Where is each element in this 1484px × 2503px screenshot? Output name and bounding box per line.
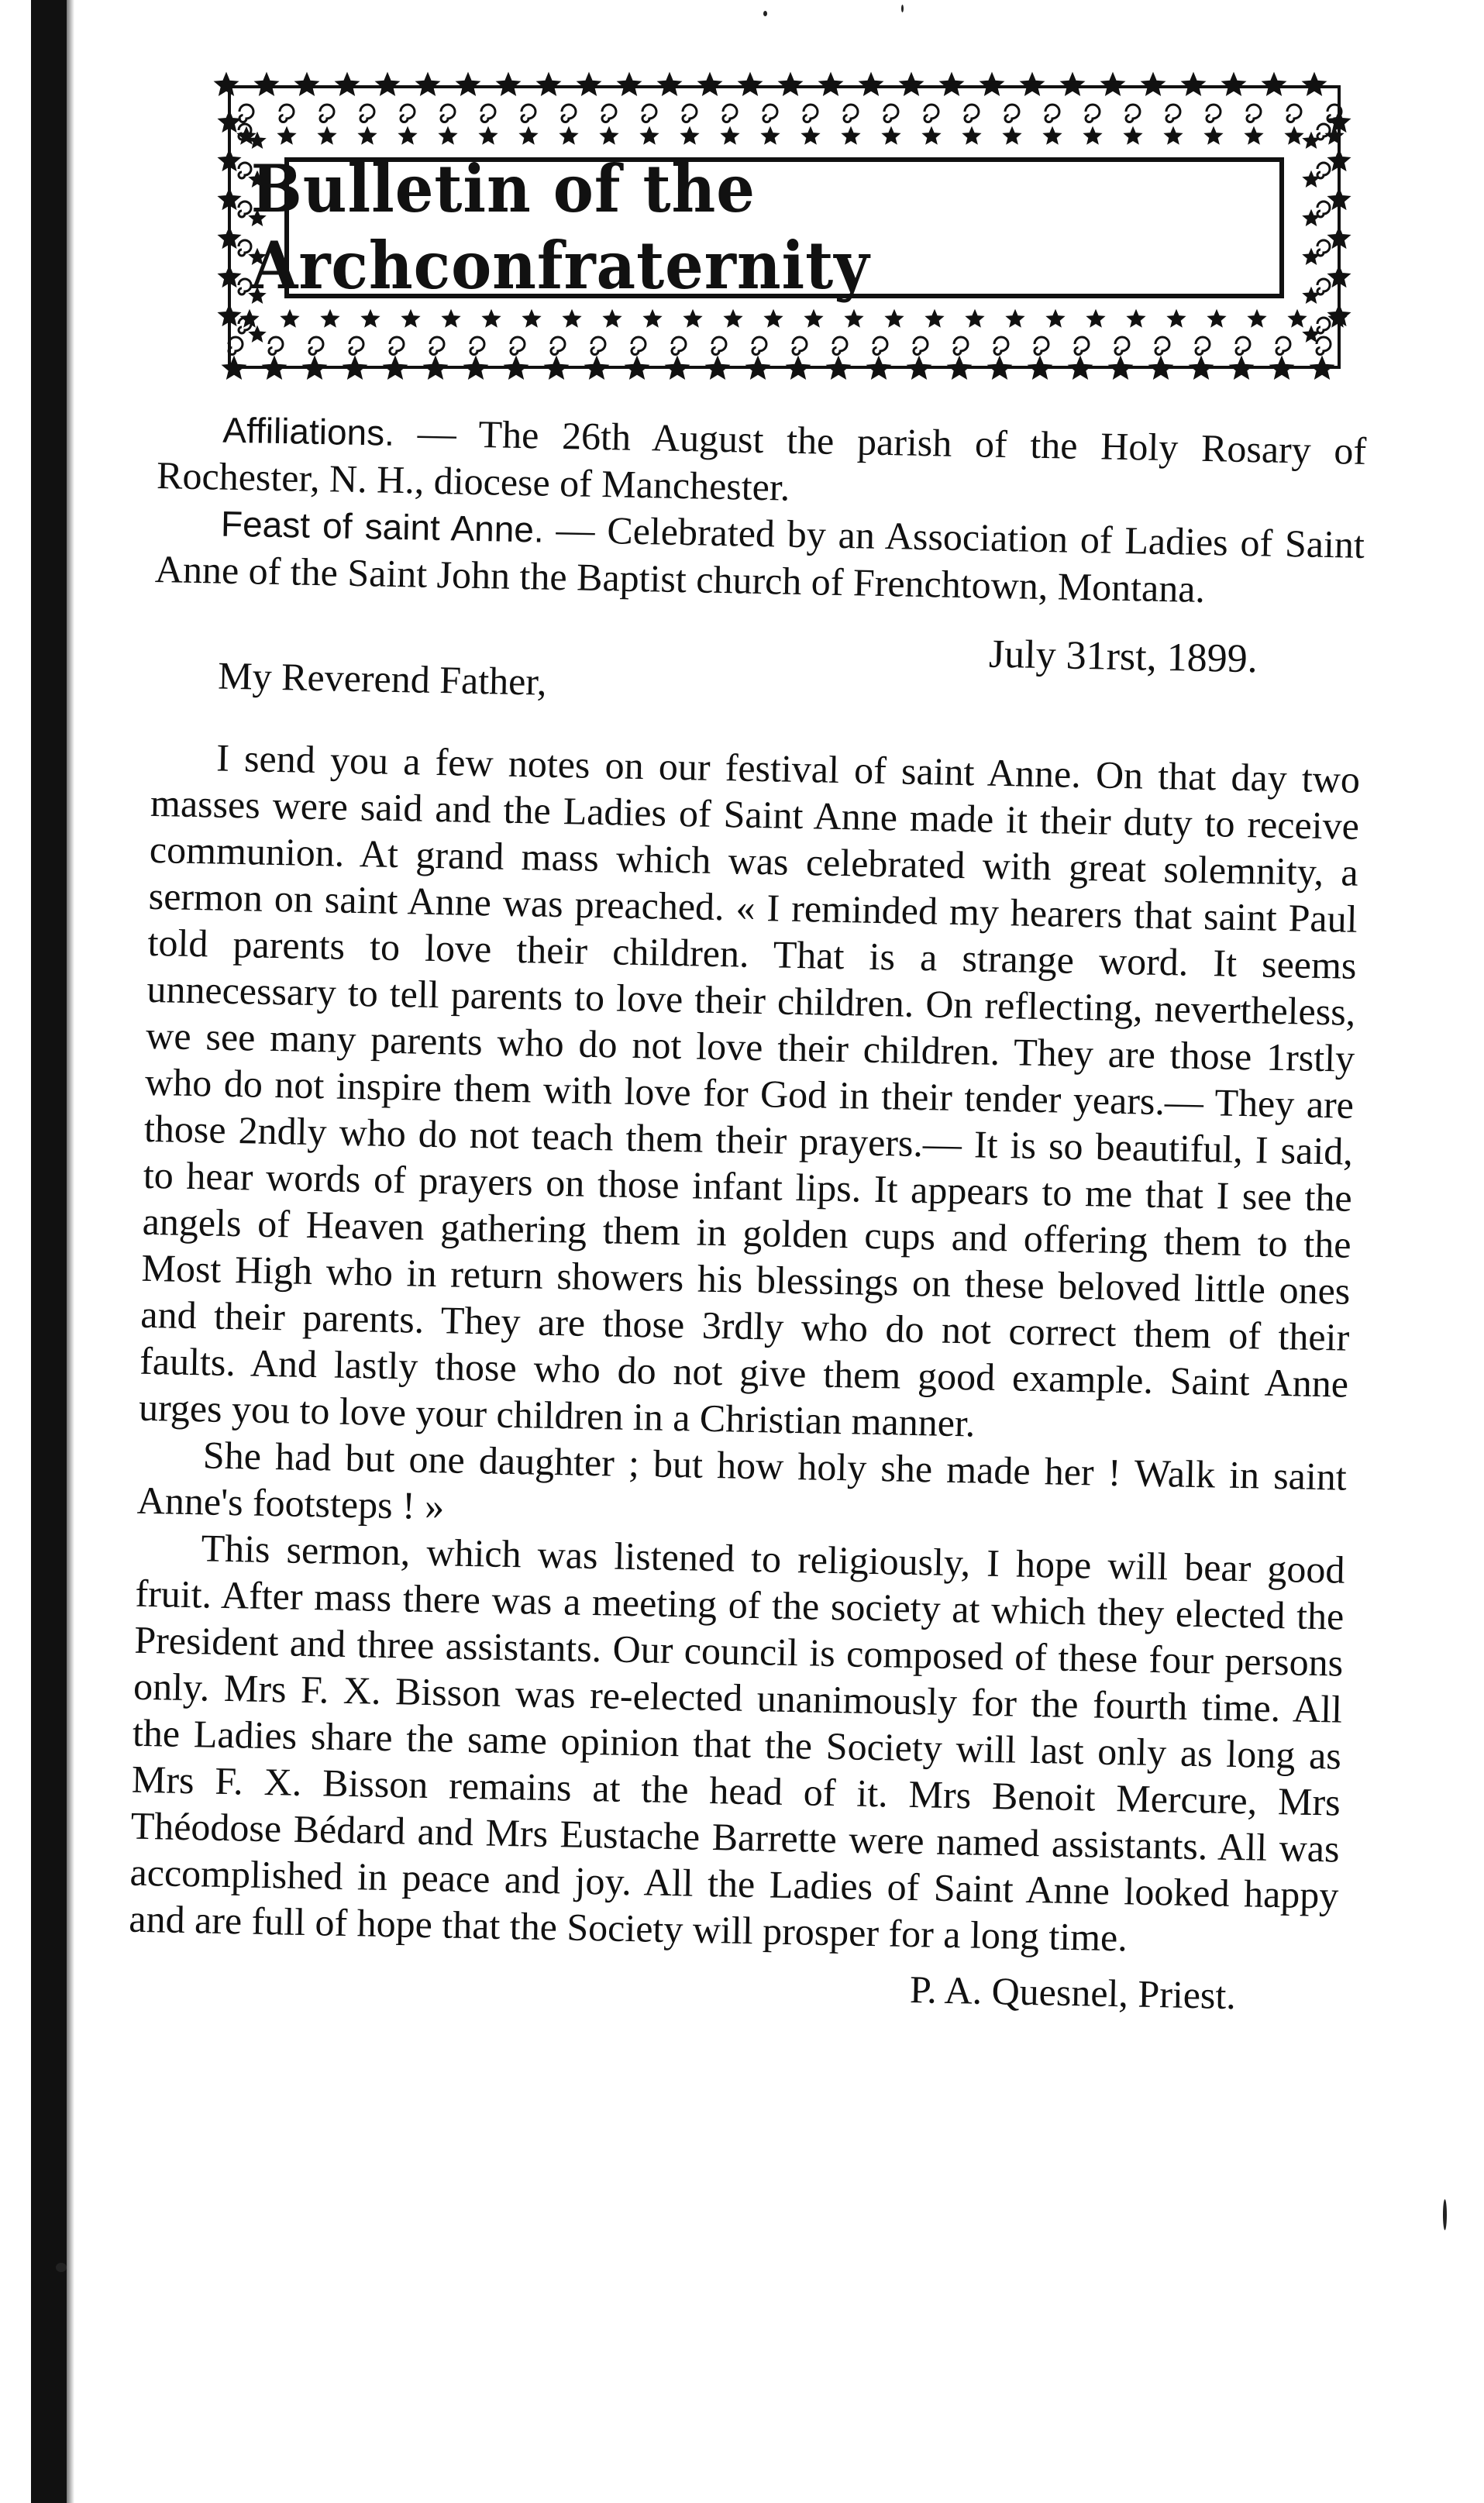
letter-paragraph: This sermon, which was listened to religiously, I hope will bear good fruit. After mass there was a meeting of the society at which they elected the President and three assistants. Our council is composed of these four persons only. Mrs F. X. Bisson was re-elected unanimously for the fourth time. All the Ladies share the same opinion that the Society will last only as long as Mrs F. X. Bisson remains at the head of it. Mrs Benoit Mercure, Mrs Théodose Bédard and Mrs Eustache Barrette were named assistants. All was accomplished in peace and joy. All the Ladies of Saint Anne looked happy and are full of hope that the Society will prosper for a long time.: [128, 1526, 1345, 1960]
letter-paragraph: I send you a few notes on our festival of saint Anne. On that day two masses were said and the Ladies of Saint Anne made it their duty to receive communion. At grand mass which was celebrated with great solemnity, a sermon on saint Anne was preached. « I reminded my hearers that saint Paul told parents to love their children. That is a strange word. It seems unnecessary to tell parents to love their children. On reflecting, nevertheless, we see many parents who do not love their children. They are those 1rstly who do not inspire them with love for God in their tender years.— They are those 2ndly who do not teach them their prayers.— It is so beautiful, I said, to hear words of prayers on those infant lips. It appears to me that I see the angels of Heaven gathering them in golden cups and offering them to the Most High who in return showers his blessings on these beloved little ones and their parents. They are those 3rdly who do not correct them of their faults. And lastly those who do not give them good example. Saint Anne urges you to love your children in a Christian manner.: [138, 735, 1361, 1445]
bulletin-text: [128, 405, 1367, 2021]
ink-speck: [56, 2263, 67, 2272]
feast-label: Feast of saint Anne.: [220, 503, 545, 550]
bulletin-title: Bulletin of the Archconfraternity: [250, 150, 870, 304]
letter-salutation: My Reverend Father,: [217, 653, 548, 704]
page-binding-edge: [31, 0, 67, 2503]
header-ornamental-frame: [211, 68, 1358, 386]
ink-speck: [763, 11, 767, 16]
ink-speck: [901, 5, 904, 12]
letter-signature: P. A. Quesnel, Priest.: [909, 1968, 1237, 2018]
affiliations-label: Affiliations.: [222, 409, 395, 453]
letter-date: July 31rst, 1899.: [988, 632, 1258, 682]
letter-paragraph: She had but one daughter ; but how holy she made her ! Walk in saint Anne's footsteps ! »: [136, 1433, 1348, 1528]
feast-text: — Celebrated by an Association of Ladies of Saint Anne of the Saint John the Baptist church of Frenchtown, Montana.: [154, 507, 1365, 611]
page-binding-shadow: [67, 0, 74, 2503]
ink-speck: [1443, 2199, 1447, 2230]
affiliations-text: — The 26th August the parish of the Holy Rosary of Rochester, N. H., diocese of Manchester.: [156, 411, 1367, 509]
